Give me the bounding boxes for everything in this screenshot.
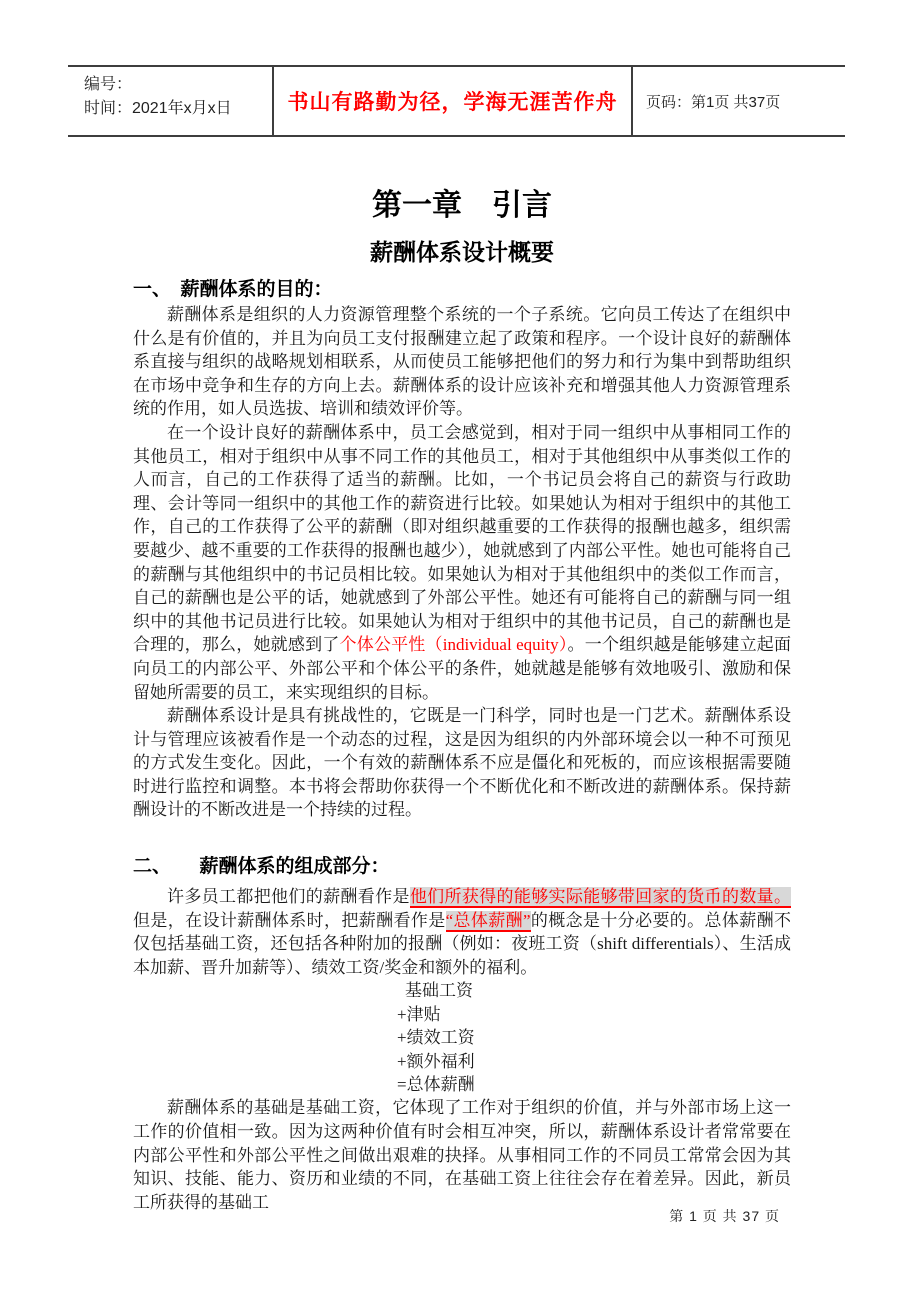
- formula-line-base-pay: 基础工资: [405, 981, 473, 1001]
- document-header-table: [68, 65, 845, 137]
- document-body: [133, 188, 791, 1214]
- paragraph-purpose-3: 薪酬体系设计是具有挑战性的，它既是一门科学，同时也是一门艺术。薪酬体系设计与管理应该被看作是一个动态的过程，这是因为组织的内外部环境会以一种不可预见的方式发生变化。因此，一个有效的薪酬体系不应是僵化和死板的，而应该根据需要随时进行监控和调整。本书将会帮助你获得一个不断优化和不断改进的薪酬体系。保持薪酬设计的不断改进是一个持续的过程。: [133, 706, 791, 820]
- chapter-title: 第一章 引言: [372, 189, 552, 222]
- formula-line-merit-pay: +绩效工资: [397, 1028, 475, 1048]
- paragraph-purpose-2: 在一个设计良好的薪酬体系中，员工会感觉到，相对于同一组织中从事相同工作的其他员工，相对于组织中从事不同工作的其他员工，相对于其他组织中从事类似工作的人而言，自己的工作获得了适当的薪酬。比如，一个书记员会将自己的薪资与行政助理、会计等同一组织中的其他工作的薪资进行比较。如果她认为相对于组织中的其他工作，自己的工作获得了公平的薪酬（即对组织越重要的工作获得的报酬也越多，组织需要越少、越不重要的工作获得的报酬也越少），她就感到了内部公平性。她也可能将自己的薪酬与其他组织中的书记员相比较。如果她认为相对于其他组织中的类似工作而言，自己的薪酬也是公平的话，她就感到了外部公平性。她还有可能将自己的薪酬与同一组织中的其他书记员进行比较。如果她认为相对于组织中的其他书记员，自己的薪酬也是合理的，那么，她就感到了个体公平性（individual equity）。一个组织越是能够建立起面向员工的内部公平、外部公平和个体公平的条件，她就越是能够有效地吸引、激励和保留她所需要的员工，来实现组织的目标。: [133, 422, 792, 702]
- paragraph-purpose-1: 薪酬体系是组织的人力资源管理整个系统的一个子系统。它向员工传达了在组织中什么是有价值的，并且为向员工支付报酬建立起了政策和程序。一个设计良好的薪酬体系直接与组织的战略规划相联系，从而使员工能够把他们的努力和行为集中到帮助组织在市场中竞争和生存的方向上去。薪酬体系的设计应该补充和增强其他人力资源管理系统的作用，如人员选拔、培训和绩效评价等。: [133, 305, 791, 419]
- header-motto: 书山有路勤为径，学海无涯苦作舟: [272, 67, 633, 135]
- paragraph-components-1: 许多员工都把他们的薪酬看作是他们所获得的能够实际能够带回家的货币的数量。但是，在设计薪酬体系时，把薪酬看作是“总体薪酬”的概念是十分必要的。总体薪酬不仅包括基础工资，还包括各种附加的报酬（例如：夜班工资（shift differentials）、生活成本加薪、晋升加薪等）、绩效工资/奖金和额外的福利。: [133, 887, 792, 977]
- formula-line-total: =总体薪酬: [397, 1075, 475, 1095]
- doc-subtitle: 薪酬体系设计概要: [370, 239, 554, 265]
- total-compensation-formula: [397, 979, 791, 1096]
- doc-date-label: 时间：2021年x月x日: [84, 100, 232, 117]
- header-cell-meta: [68, 67, 272, 135]
- page-footer: 第 1 页 共 37 页: [669, 1208, 780, 1224]
- header-page-info: 页码：第1页 共37页: [646, 93, 781, 111]
- formula-line-allowance: +津贴: [397, 1004, 441, 1024]
- section-2-heading: 二、 薪酬体系的组成部分：: [133, 856, 390, 878]
- doc-number-label: 编号：: [84, 76, 133, 93]
- formula-line-benefits: +额外福利: [397, 1051, 475, 1071]
- paragraph-components-2: 薪酬体系的基础是基础工资，它体现了工作对于组织的价值，并与外部市场上这一工作的价值相一致。因为这两种价值有时会相互冲突，所以，薪酬体系设计者常常要在内部公平性和外部公平性之间做出艰难的抉择。从事相同工作的不同员工常常会因为其知识、技能、能力、资历和业绩的不同，在基础工资上往往会存在着差异。因此，新员工所获得的基础工: [133, 1098, 791, 1212]
- section-1-heading: 一、 薪酬体系的目的：: [133, 279, 333, 300]
